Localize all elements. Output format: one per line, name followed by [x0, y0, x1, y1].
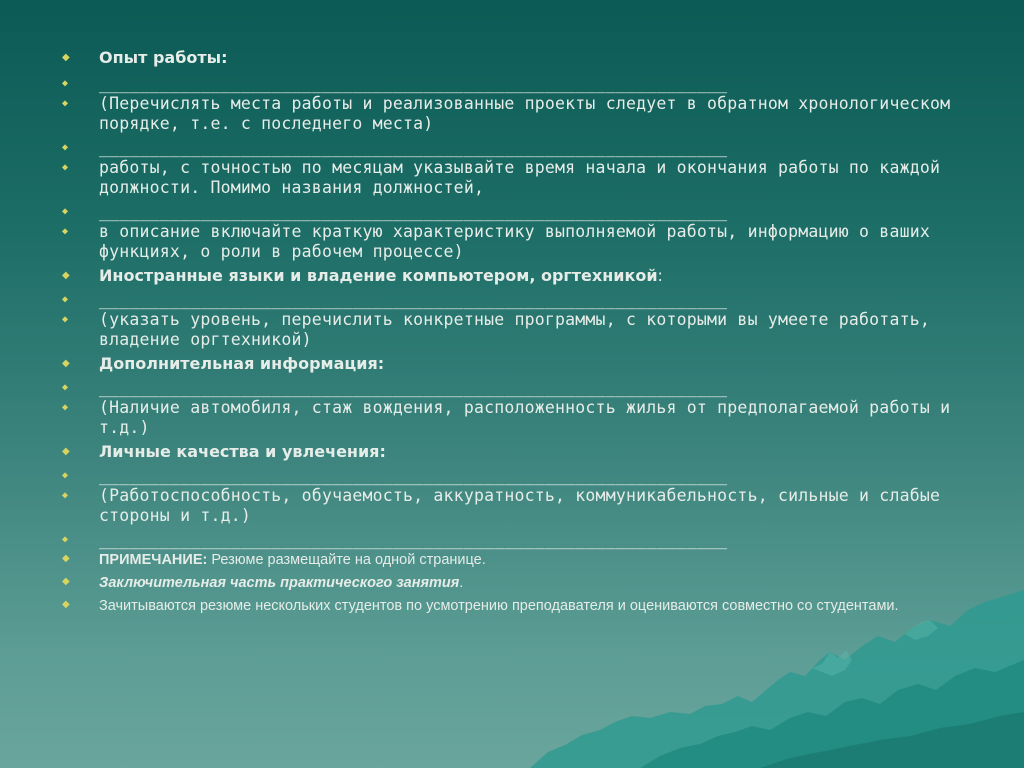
bullet-text: ◆ (указать уровень, перечислить конкретные программы, с которыми вы умеете работать, владение оргтехникой): [62, 310, 972, 350]
bullet-blank-line: ◆ ______________________________________________________________: [62, 74, 972, 94]
bullet-blank-line: ◆ ______________________________________________________________: [62, 138, 972, 158]
bullet-blank-line: ◆ ______________________________________________________________: [62, 530, 972, 550]
bullet-heading-additional: ◆ Дополнительная информация:: [62, 354, 972, 374]
content-list: [62, 48, 972, 616]
bullet-heading-languages: ◆ Иностранные языки и владение компьютером, оргтехникой:: [62, 266, 972, 286]
bullet-final: ◆ Зачитываются резюме нескольких студентов по усмотрению преподавателя и оцениваются совместно со студентами.: [62, 596, 972, 616]
bullet-conclusion: ◆ Заключительная часть практического занятия.: [62, 573, 972, 593]
bullet-text: ◆ в описание включайте краткую характеристику выполняемой работы, информацию о ваших функциях, о роли в рабочем процессе): [62, 222, 972, 262]
bullet-heading-personal: ◆ Личные качества и увлечения:: [62, 442, 972, 462]
bullet-blank-line: ◆ ______________________________________________________________: [62, 202, 972, 222]
bullet-text: ◆ (Перечислять места работы и реализованные проекты следует в обратном хронологическом порядке, т.е. с последнего места): [62, 94, 972, 134]
bullet-note: ◆ ПРИМЕЧАНИЕ: Резюме размещайте на одной странице.: [62, 550, 972, 570]
bullet-text: ◆ (Наличие автомобиля, стаж вождения, расположенность жилья от предполагаемой работы и т.д.): [62, 398, 972, 438]
bullet-blank-line: ◆ ______________________________________________________________: [62, 290, 972, 310]
bullet-blank-line: ◆ ______________________________________________________________: [62, 378, 972, 398]
bullet-heading-experience: ◆ Опыт работы:: [62, 48, 972, 68]
bullet-blank-line: ◆ ______________________________________________________________: [62, 466, 972, 486]
bullet-text: ◆ (Работоспособность, обучаемость, аккуратность, коммуникабельность, сильные и слабые стороны и т.д.): [62, 486, 972, 526]
bullet-text: ◆ работы, с точностью по месяцам указывайте время начала и окончания работы по каждой должности. Помимо названия должностей,: [62, 158, 972, 198]
